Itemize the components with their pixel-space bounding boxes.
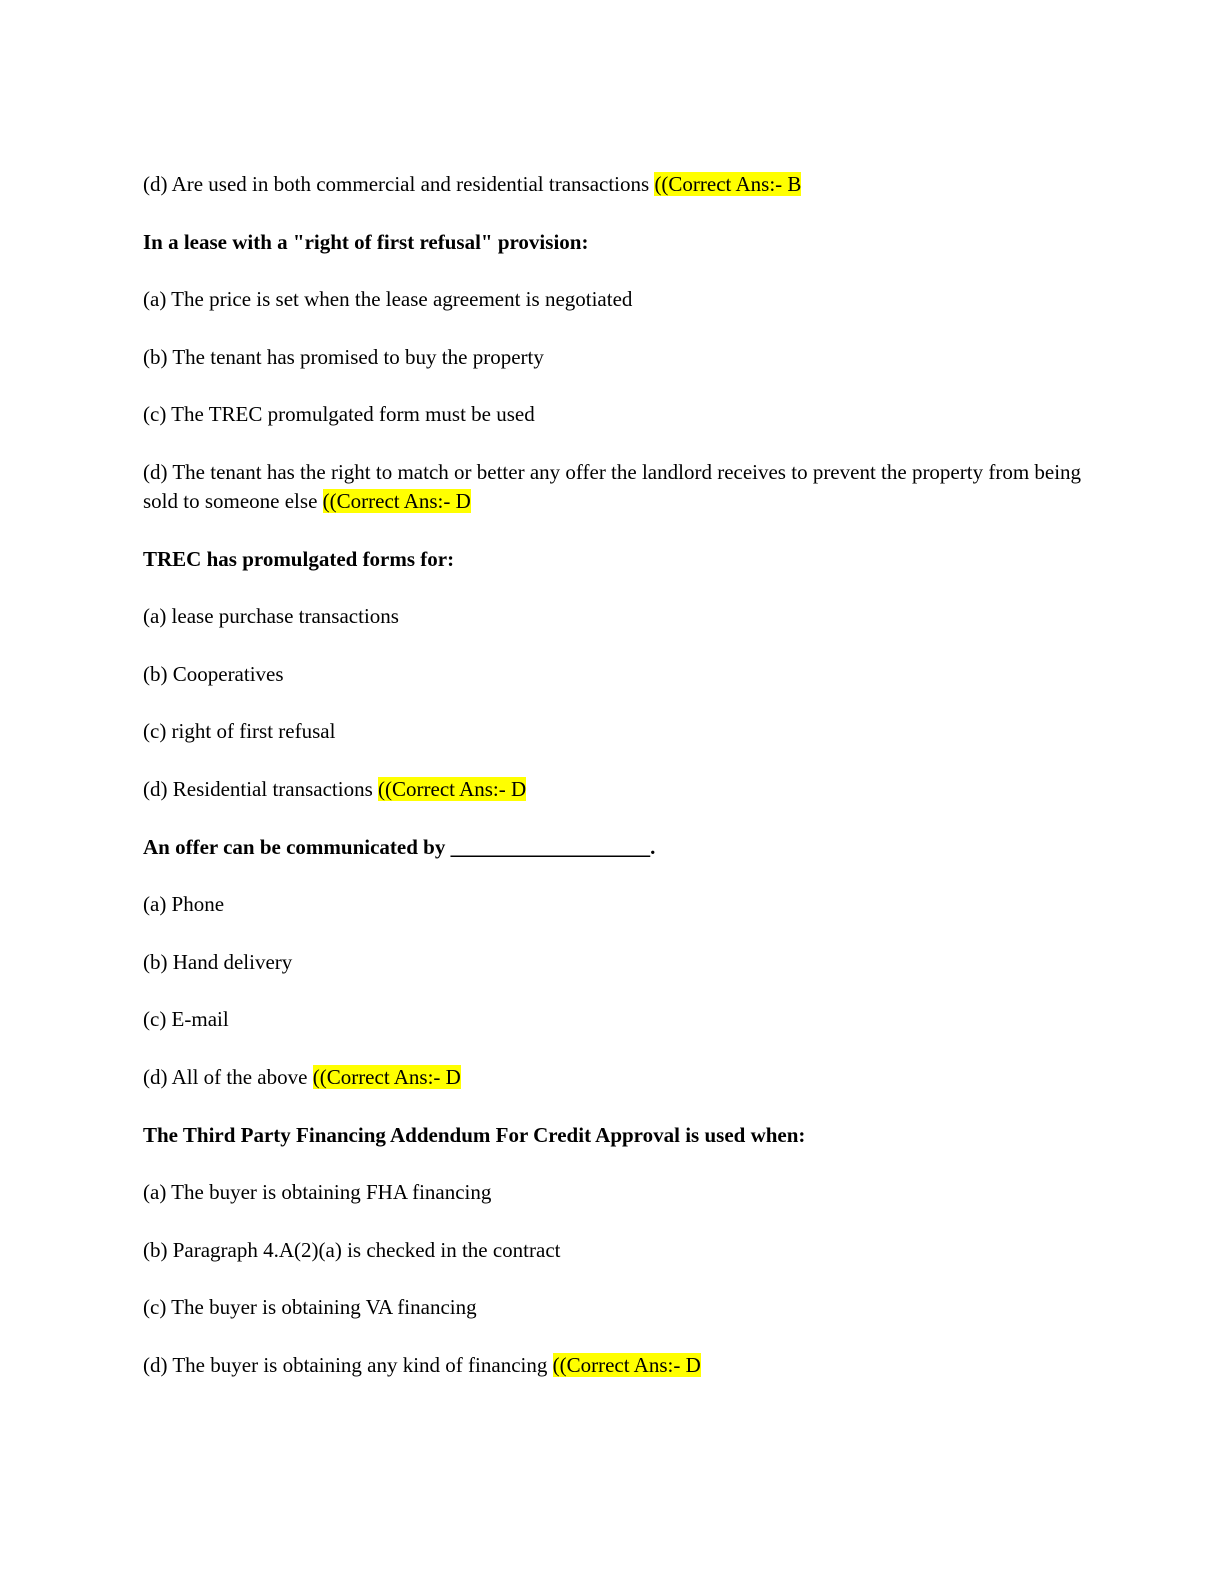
option-text: (d) The buyer is obtaining any kind of financing [143,1353,548,1377]
q2-option-d [143,775,526,804]
correct-answer-highlight: ((Correct Ans:- B [654,172,802,196]
question-2: TREC has promulgated forms for: [143,547,455,571]
q1-option-d [143,458,1083,516]
q3-option-b: (b) Hand delivery [143,950,293,974]
q1-option-b: (b) The tenant has promised to buy the property [143,345,544,369]
q1-option-a: (a) The price is set when the lease agreement is negotiated [143,287,633,311]
q1-option-c: (c) The TREC promulgated form must be used [143,402,535,426]
question-1: In a lease with a "right of first refusal" provision: [143,230,589,254]
q4-option-b: (b) Paragraph 4.A(2)(a) is checked in the contract [143,1238,561,1262]
q3-option-d [143,1063,461,1092]
q3-option-a: (a) Phone [143,892,225,916]
q3-option-c: (c) E-mail [143,1007,229,1031]
prev-option-d [143,170,801,199]
q2-option-b: (b) Cooperatives [143,662,284,686]
q4-option-c: (c) The buyer is obtaining VA financing [143,1295,477,1319]
correct-answer-highlight: ((Correct Ans:- D [378,777,527,801]
option-text: (d) All of the above [143,1065,308,1089]
correct-answer-highlight: ((Correct Ans:- D [552,1353,701,1377]
correct-answer-highlight: ((Correct Ans:- D [312,1065,461,1089]
q4-option-d [143,1351,701,1380]
q4-option-a: (a) The buyer is obtaining FHA financing [143,1180,492,1204]
option-text: (d) Are used in both commercial and residential transactions [143,172,650,196]
option-text: (d) The tenant has the right to match or better any offer the landlord receives to prevent the property from being sold to someone else [143,460,1082,513]
option-text: (d) Residential transactions [143,777,373,801]
correct-answer-highlight: ((Correct Ans:- D [322,489,471,513]
q2-option-c: (c) right of first refusal [143,719,336,743]
question-3: An offer can be communicated by ___________________. [143,835,656,859]
question-4: The Third Party Financing Addendum For Credit Approval is used when: [143,1123,806,1147]
q2-option-a: (a) lease purchase transactions [143,604,399,628]
